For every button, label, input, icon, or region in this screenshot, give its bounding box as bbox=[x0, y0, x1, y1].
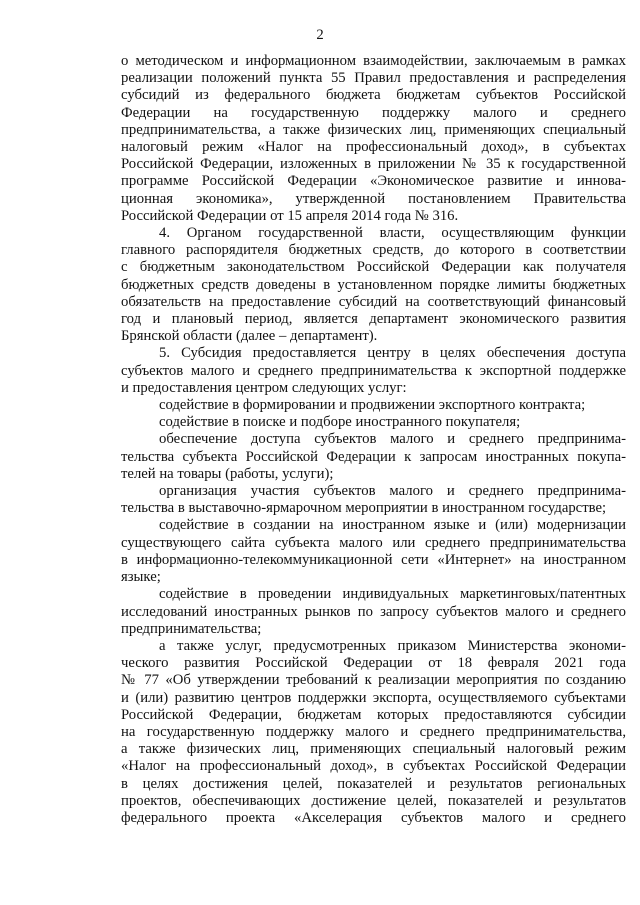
text-line: 4. Органом государственной власти, осуществляющим функции bbox=[159, 225, 626, 242]
text-line: в целях достижения целей, показателей и результатов региональных bbox=[121, 775, 626, 792]
text-line: субъектов малого и среднего предпринимательства к экспортной поддержке bbox=[121, 362, 626, 379]
text-line: программе Российской Федерации «Экономическое развитие и иннова- bbox=[121, 173, 626, 190]
text-line: год и плановый период, является департамент экономического развития bbox=[121, 311, 626, 328]
text-line: тельства субъекта Российской Федерации к запросам иностранных покупа- bbox=[121, 448, 626, 465]
text-line: а также услуг, предусмотренных приказом Министерства экономи- bbox=[159, 637, 626, 654]
text-line: содействие в проведении индивидуальных маркетинговых/патентных bbox=[159, 586, 626, 603]
text-line: субсидий из федерального бюджета бюджетам субъектов Российской bbox=[121, 87, 626, 104]
text-line: и предоставления центром следующих услуг: bbox=[121, 379, 407, 396]
text-line: организация участия субъектов малого и среднего предпринима- bbox=[159, 483, 626, 500]
text-line: исследований иностранных рынков по запросу субъектов малого и среднего bbox=[121, 603, 626, 620]
body-text bbox=[121, 53, 626, 827]
text-line: ционная экономика», утвержденной постановлением Правительства bbox=[121, 190, 626, 207]
text-line: предпринимательства; bbox=[121, 620, 262, 637]
page-number: 2 bbox=[316, 27, 324, 43]
text-line: обеспечение доступа субъектов малого и среднего предпринима- bbox=[159, 431, 626, 448]
text-line: языке; bbox=[121, 569, 161, 586]
text-line: Российской Федерации, бюджетам которых предоставляются субсидии bbox=[121, 706, 626, 723]
text-line: тельства в выставочно-ярмарочном мероприятии в иностранном государстве; bbox=[121, 500, 607, 517]
text-line: Брянской области (далее – департамент). bbox=[121, 328, 378, 345]
text-line: существующего сайта субъекта малого или среднего предпринимательства bbox=[121, 534, 626, 551]
text-line: 5. Субсидия предоставляется центру в целях обеспечения доступа bbox=[159, 345, 626, 362]
text-line: федерального проекта «Акселерация субъектов малого и среднего bbox=[121, 809, 626, 826]
text-line: с бюджетным законодательством Российской Федерации как получателя bbox=[121, 259, 626, 276]
text-line: содействие в создании на иностранном языке и (или) модернизации bbox=[159, 517, 626, 534]
text-line: на государственную поддержку малого и среднего предпринимательства, bbox=[121, 723, 626, 740]
text-line: № 77 «Об утверждении требований к реализации мероприятия по созданию bbox=[121, 672, 626, 689]
text-line: предпринимательства, а также физических лиц, применяющих специальный bbox=[121, 121, 626, 138]
text-line: обязательств на предоставление субсидий на соответствующий финансовый bbox=[121, 293, 626, 310]
text-line: ческого развития Российской Федерации от 18 февраля 2021 года bbox=[121, 655, 626, 672]
text-line: главного распорядителя бюджетных средств, до которого в соответствии bbox=[121, 242, 626, 259]
text-line: содействие в поиске и подборе иностранного покупателя; bbox=[159, 414, 521, 431]
text-line: содействие в формировании и продвижении экспортного контракта; bbox=[159, 397, 586, 414]
text-line: налоговый режим «Налог на профессиональный доход», в субъектах bbox=[121, 139, 626, 156]
text-line: бюджетных средств доведены в установленном порядке лимиты бюджетных bbox=[121, 276, 626, 293]
text-line: Российской Федерации от 15 апреля 2014 года № 316. bbox=[121, 207, 459, 224]
text-line: в информационно-телекоммуникационной сети «Интернет» на иностранном bbox=[121, 551, 626, 568]
text-line: «Налог на профессиональный доход», в субъектах Российской Федерации bbox=[121, 758, 626, 775]
text-line: Российской Федерации, изложенных в приложении № 35 к государственной bbox=[121, 156, 626, 173]
text-line: и (или) развитию центров поддержки экспорта, осуществляемого субъектами bbox=[121, 689, 626, 706]
text-line: телей на товары (работы, услуги); bbox=[121, 465, 334, 482]
text-line: о методическом и информационном взаимодействии, заключаемым в рамках bbox=[121, 53, 626, 69]
text-line: проектов, обеспечивающих достижение целей, показателей и результатов bbox=[121, 792, 626, 809]
text-line: а также физических лиц, применяющих специальный налоговый режим bbox=[121, 741, 626, 758]
text-line: Федерации на государственную поддержку малого и среднего bbox=[121, 104, 626, 121]
text-line: реализации положений пункта 55 Правил предоставления и распределения bbox=[121, 70, 626, 87]
